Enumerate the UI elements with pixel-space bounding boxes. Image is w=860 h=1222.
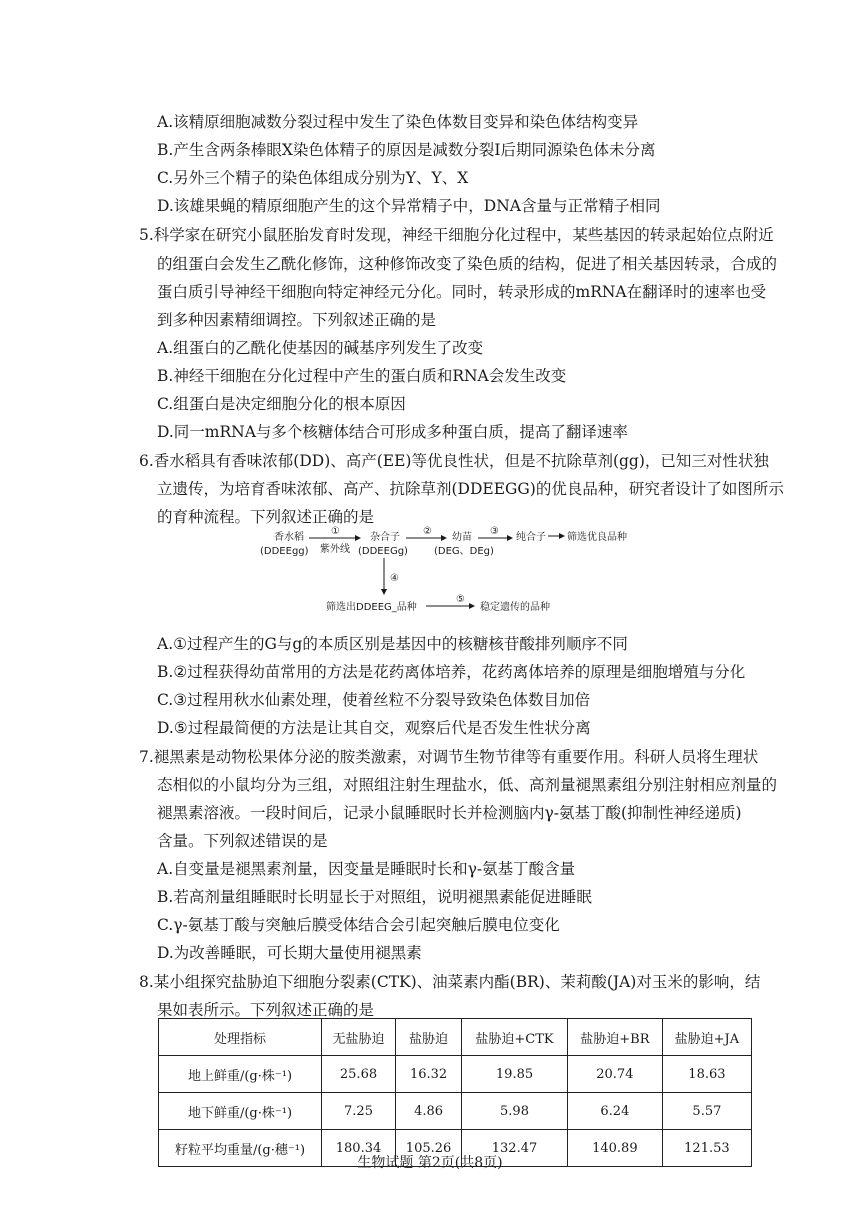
table-cell: 地下鲜重/(g·株⁻¹)	[159, 1093, 322, 1130]
q7-option-d: D.为改善睡眠，可长期大量使用褪黑素	[157, 944, 422, 962]
page-footer: 生物试题 第2页(共8页)	[357, 1155, 503, 1171]
q7-stem-line: 含量。下列叙述错误的是	[157, 832, 328, 850]
flow-node-seedling: 幼苗	[452, 532, 472, 543]
table-header-cell: 盐胁迫+CTK	[462, 1019, 568, 1056]
q5-option-d: D.同一mRNA与多个核糖体结合可形成多种蛋白质，提高了翻译速率	[157, 423, 628, 441]
flow-node-parent: 香水稻	[274, 532, 304, 543]
q5-option-a: A.组蛋白的乙酰化使基因的碱基序列发生了改变	[157, 339, 484, 357]
table-cell: 20.74	[567, 1056, 662, 1093]
table-cell: 132.47	[462, 1130, 568, 1167]
q7-stem-line: 态相似的小鼠均分为三组，对照组注射生理盐水，低、高剂量褪黑素组分别注射相应剂量的	[157, 776, 778, 794]
flow-step-4: ④	[390, 573, 399, 584]
table-cell: 6.24	[567, 1093, 662, 1130]
q6-option-b: B.②过程获得幼苗常用的方法是花药离体培养，花药离体培养的原理是细胞增殖与分化	[157, 663, 746, 681]
table-cell: 105.26	[396, 1130, 462, 1167]
table-cell: 5.57	[662, 1093, 751, 1130]
table-cell: 地上鲜重/(g·株⁻¹)	[159, 1056, 322, 1093]
table-cell: 25.68	[322, 1056, 396, 1093]
flow-node-screened: 筛选出DDEEG_品种	[326, 602, 417, 613]
q7-option-c: C.γ-氨基丁酸与突触后膜受体结合会引起突触后膜电位变化	[157, 916, 560, 934]
table-cell: 180.34	[322, 1130, 396, 1167]
q5-stem-line: 到多种因素精细调控。下列叙述正确的是	[157, 311, 437, 329]
q6-stem-line: 6.香水稻具有香味浓郁(DD)、高产(EE)等优良性状，但是不抗除草剂(gg)，已知三对性状独	[139, 452, 769, 470]
flow-step-3: ③	[490, 526, 499, 537]
flow-node-homozygote: 纯合子	[516, 532, 546, 543]
q4-option-a: A.该精原细胞减数分裂过程中发生了染色体数目变异和染色体结构变异	[157, 113, 639, 131]
table-cell: 121.53	[662, 1130, 751, 1167]
q6-option-a: A.①过程产生的G与g的本质区别是基因中的核糖核苷酸排列顺序不同	[157, 635, 628, 653]
flow-node-seedling-genotype: (DEG、DEg)	[434, 546, 494, 557]
table-cell: 18.63	[662, 1056, 751, 1093]
q7-stem-line: 褪黑素溶液。一段时间后，记录小鼠睡眠时长并检测脑内γ-氨基丁酸(抑制性神经递质)	[157, 804, 742, 822]
table-cell: 140.89	[567, 1130, 662, 1167]
table-header-cell: 处理指标	[159, 1019, 322, 1056]
table-cell: 4.86	[396, 1093, 462, 1130]
q6-option-c: C.③过程用秋水仙素处理，使着丝粒不分裂导致染色体数目加倍	[157, 691, 591, 709]
flow-node-parent-genotype: (DDEEgg)	[260, 546, 309, 557]
q8-stem-line: 果如表所示。下列叙述正确的是	[157, 1001, 375, 1019]
table-cell: 籽粒平均重量/(g·穗⁻¹)	[159, 1130, 322, 1167]
q4-option-b: B.产生含两条棒眼X染色体精子的原因是减数分裂Ⅰ后期同源染色体未分离	[157, 141, 656, 159]
flow-node-hybrid-genotype: (DDEEGg)	[358, 546, 408, 557]
flow-step-1: ①	[331, 526, 340, 537]
table-cell: 16.32	[396, 1056, 462, 1093]
q6-stem-line: 的育种流程。下列叙述正确的是	[157, 508, 375, 526]
q7-option-b: B.若高剂量组睡眠时长明显长于对照组，说明褪黑素能促进睡眠	[157, 888, 592, 906]
q5-option-b: B.神经干细胞在分化过程中产生的蛋白质和RNA会发生改变	[157, 367, 567, 385]
q7-option-a: A.自变量是褪黑素剂量，因变量是睡眠时长和γ-氨基丁酸含量	[157, 860, 576, 878]
flow-step-5: ⑤	[456, 594, 465, 605]
table-cell: 7.25	[322, 1093, 396, 1130]
flow-step-1-label: 紫外线	[320, 544, 350, 555]
flow-step-2: ②	[423, 526, 432, 537]
flow-node-stable: 稳定遗传的品种	[480, 602, 550, 613]
flow-node-hybrid: 杂合子	[370, 532, 400, 543]
q4-option-c: C.另外三个精子的染色体组成分别为Y、Y、X	[157, 169, 469, 187]
table-header-cell: 盐胁迫	[396, 1019, 462, 1056]
breeding-flow-diagram	[260, 522, 640, 626]
table-header-cell: 盐胁迫+JA	[662, 1019, 751, 1056]
q7-stem-line: 7.褪黑素是动物松果体分泌的胺类激素，对调节生物节律等有重要作用。科研人员将生理状	[139, 748, 759, 766]
table-header-cell: 无盐胁迫	[322, 1019, 396, 1056]
q5-stem-line: 5.科学家在研究小鼠胚胎发育时发现，神经干细胞分化过程中，某些基因的转录起始位点附近	[139, 226, 774, 244]
flow-node-select: 筛选优良品种	[567, 532, 627, 543]
table-row	[159, 1056, 752, 1093]
q4-option-d: D.该雄果蝇的精原细胞产生的这个异常精子中，DNA含量与正常精子相同	[157, 197, 661, 215]
q8-stem-line: 8.某小组探究盐胁迫下细胞分裂素(CTK)、油菜素内酯(BR)、茉莉酸(JA)对玉米的影响，结	[139, 973, 761, 991]
table-header-row	[159, 1019, 752, 1056]
q6-stem-line: 立遗传，为培育香味浓郁、高产、抗除草剂(DDEEGG)的优良品种，研究者设计了如图所示	[157, 480, 784, 498]
results-table	[158, 1018, 752, 1167]
q5-stem-line: 的组蛋白会发生乙酰化修饰，这种修饰改变了染色质的结构，促进了相关基因转录，合成的	[157, 255, 778, 273]
table-cell: 5.98	[462, 1093, 568, 1130]
table-cell: 19.85	[462, 1056, 568, 1093]
q6-option-d: D.⑤过程最简便的方法是让其自交，观察后代是否发生性状分离	[157, 719, 591, 737]
table-header-cell: 盐胁迫+BR	[567, 1019, 662, 1056]
table-row	[159, 1093, 752, 1130]
q5-option-c: C.组蛋白是决定细胞分化的根本原因	[157, 395, 406, 413]
q5-stem-line: 蛋白质引导神经干细胞向特定神经元分化。同时，转录形成的mRNA在翻译时的速率也受	[157, 283, 767, 301]
